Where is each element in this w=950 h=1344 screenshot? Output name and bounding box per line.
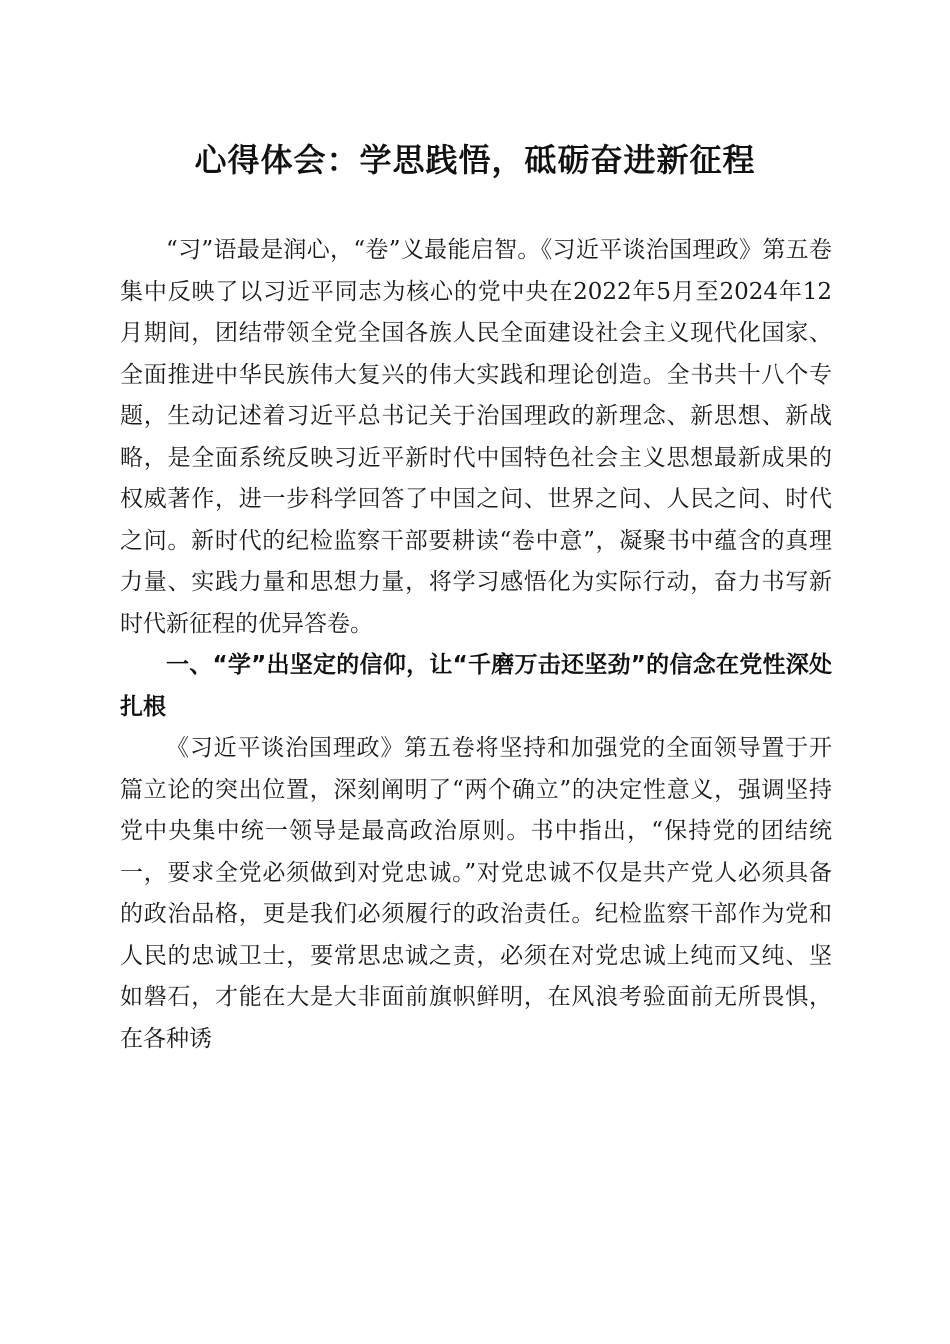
section-heading-1: 一、“学”出坚定的信仰，让“千磨万击还坚劲”的信念在党性深处扎根: [120, 652, 832, 720]
section-paragraph-1: 《习近平谈治国理政》第五卷将坚持和加强党的全面领导置于开篇立论的突出位置，深刻阐明了“两个确立”的决定性意义，强调坚持党中央集中统一领导是最高政治原则。书中指出，“保持党的团结统一，要求全党必须做到对党忠诚。”对党忠诚不仅是共产党人必须具备的政治品格，更是我们必须履行的政治责任。纪检监察干部作为党和人民的忠诚卫士，要常思忠诚之责，必须在对党忠诚上纯而又纯、坚如磐石，才能在大是大非面前旗帜鲜明，在风浪考验面前无所畏惧，在各种诱: [120, 735, 832, 1052]
document-body: [120, 230, 832, 1060]
intro-paragraph: “习”语最是润心，“卷”义最能启智。《习近平谈治国理政》第五卷集中反映了以习近平同志为核心的党中央在2022年5月至2024年12月期间，团结带领全党全国各族人民全面建设社会主义现代化国家、全面推进中华民族伟大复兴的伟大实践和理论创造。全书共十八个专题，生动记述着习近平总书记关于治国理政的新理念、新思想、新战略，是全面系统反映习近平新时代中国特色社会主义思想最新成果的权威著作，进一步科学回答了中国之问、世界之问、人民之问、时代之问。新时代的纪检监察干部要耕读“卷中意”，凝聚书中蕴含的真理力量、实践力量和思想力量，将学习感悟化为实际行动，奋力书写新时代新征程的优异答卷。: [120, 237, 832, 637]
document-title: 心得体会：学思践悟，砥砺奋进新征程: [194, 141, 756, 179]
